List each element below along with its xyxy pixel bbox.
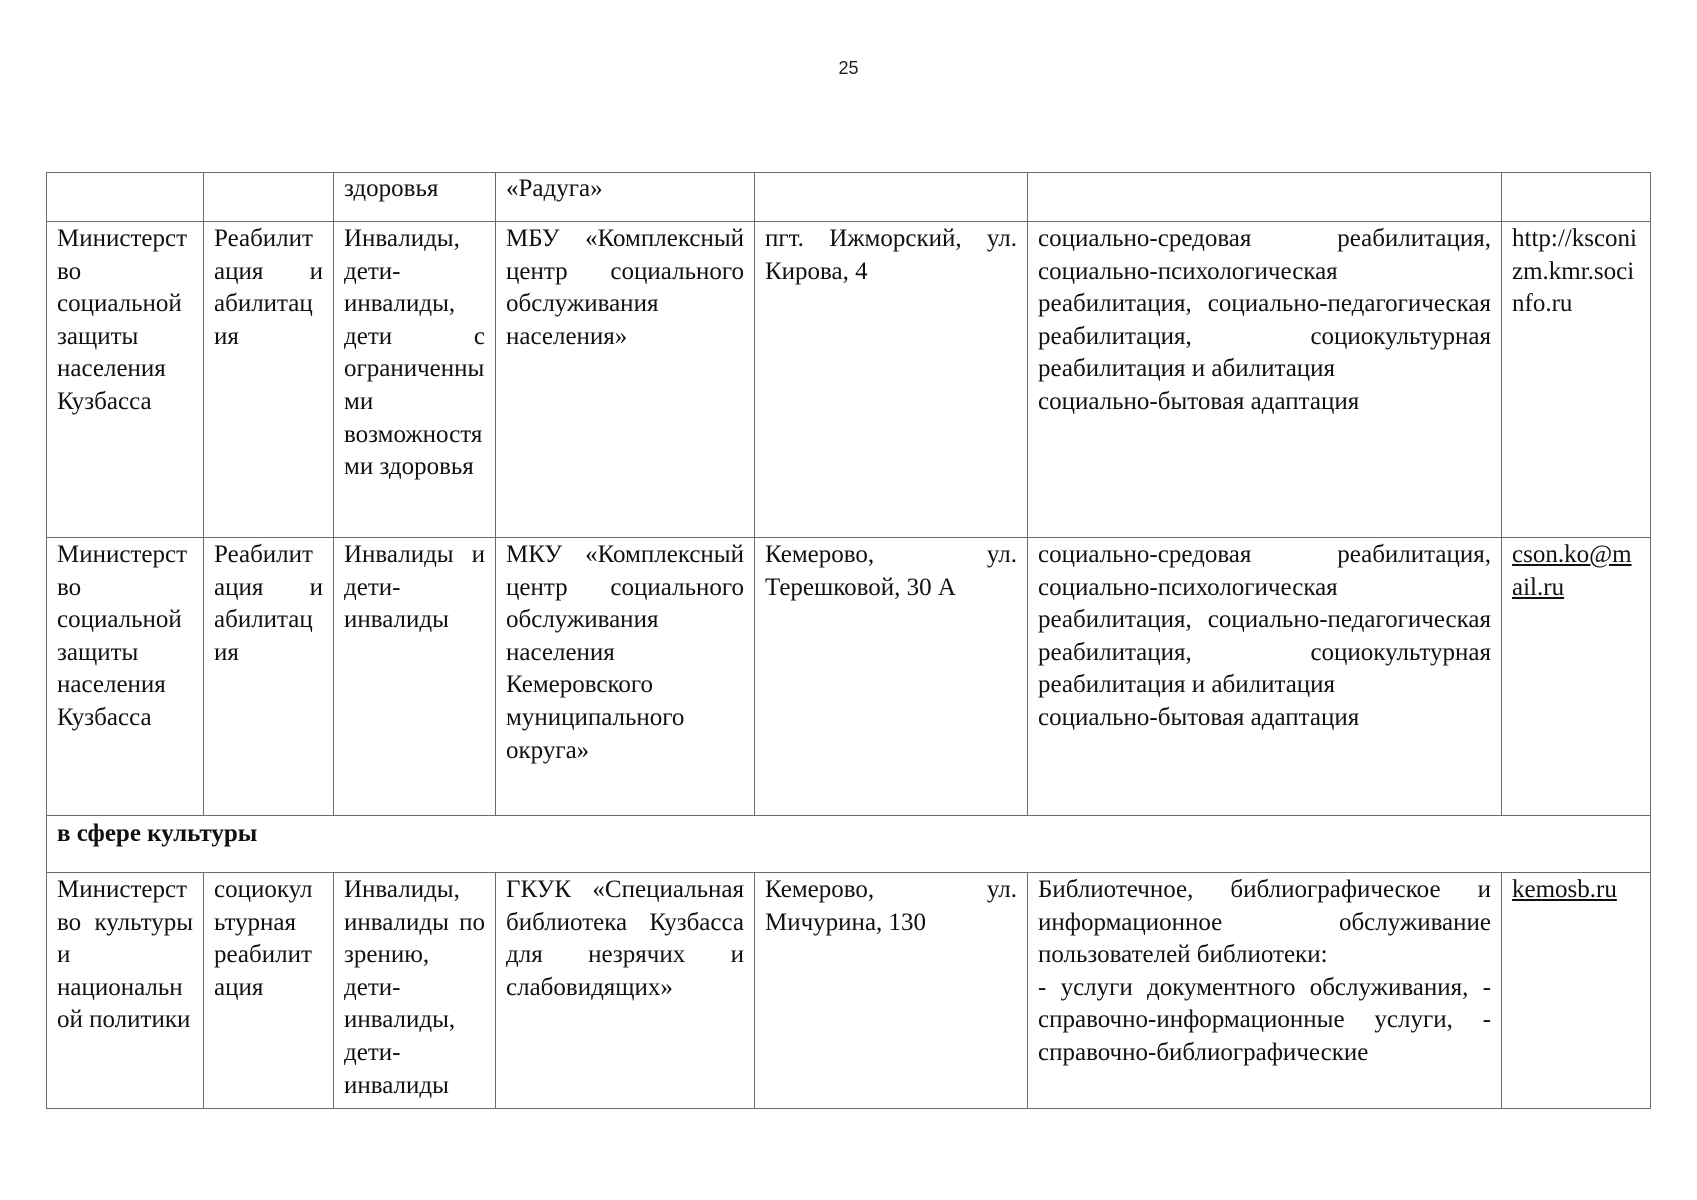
section-row: [47, 816, 1651, 873]
activity-text: социально-средовая реабилитация, социально-психологическая реабилитация, социально-педагогическая реабилитация, социокультурная реабилитация и абилитация: [1038, 225, 1491, 383]
address-cell: Кемерово, ул. Мичурина, 130: [755, 873, 1028, 1109]
table-row: [47, 873, 1651, 1109]
target-group-cell: Инвалиды, дети-инвалиды, дети с ограниченными возможностями здоровья: [334, 222, 496, 538]
address-cell: пгт. Ижморский, ул. Кирова, 4: [755, 222, 1028, 538]
activity-text: Библиотечное, библиографическое и информационное обслуживание пользователей библиотеки:: [1038, 876, 1491, 969]
target-group-cell: Инвалиды, инвалиды по зрению, дети-инвалиды, дети-инвалиды: [334, 873, 496, 1109]
section-title: в сфере культуры: [57, 820, 258, 847]
address-cell: [755, 173, 1028, 222]
activity-text: социально-бытовая адаптация: [1038, 387, 1360, 415]
website-link[interactable]: kemosb.ru: [1512, 876, 1617, 903]
activities-cell: [1028, 873, 1502, 1109]
page-number: 25: [838, 58, 859, 78]
activities-cell: [1028, 538, 1502, 816]
target-group-cell: здоровья: [334, 173, 496, 222]
services-table: [46, 172, 1651, 1109]
website-cell: [1502, 538, 1651, 816]
table-row: [47, 173, 1651, 222]
table-row: [47, 222, 1651, 538]
organization-cell: ГКУК «Специальная библиотека Кузбасса для незрячих и слабовидящих»: [496, 873, 755, 1109]
organization-cell: «Радуга»: [496, 173, 755, 222]
activities-cell: [1028, 222, 1502, 538]
website-cell: [1502, 873, 1651, 1109]
website-cell: http://ksconizm.kmr.socinfo.ru: [1502, 222, 1651, 538]
table-row: [47, 538, 1651, 816]
organization-cell: МКУ «Комплексный центр социального обслуживания населения Кемеровского муниципального округа»: [496, 538, 755, 816]
ministry-cell: [47, 173, 204, 222]
website-cell: [1502, 173, 1651, 222]
direction-cell: Реабилитация и абилитация: [204, 538, 334, 816]
ministry-cell: Министерство культуры и национальной политики: [47, 873, 204, 1109]
direction-cell: Реабилитация и абилитация: [204, 222, 334, 538]
ministry-cell: Министерство социальной защиты населения Кузбасса: [47, 538, 204, 816]
direction-cell: социокультурная реабилитация: [204, 873, 334, 1109]
email-link[interactable]: cson.ko@mail.ru: [1512, 541, 1632, 601]
target-group-cell: Инвалиды и дети-инвалиды: [334, 538, 496, 816]
direction-cell: [204, 173, 334, 222]
ministry-cell: Министерство социальной защиты населения Кузбасса: [47, 222, 204, 538]
address-cell: Кемерово, ул. Терешковой, 30 А: [755, 538, 1028, 816]
activity-text: социально-средовая реабилитация, социально-психологическая реабилитация, социально-педагогическая реабилитация, социокультурная реабилитация и абилитация: [1038, 541, 1491, 699]
activity-text: социально-бытовая адаптация: [1038, 703, 1360, 731]
organization-cell: МБУ «Комплексный центр социального обслуживания населения»: [496, 222, 755, 538]
activities-cell: [1028, 173, 1502, 222]
activity-text: - услуги документного обслуживания, - справочно-информационные услуги, - справочно-библиографические: [1038, 973, 1491, 1066]
